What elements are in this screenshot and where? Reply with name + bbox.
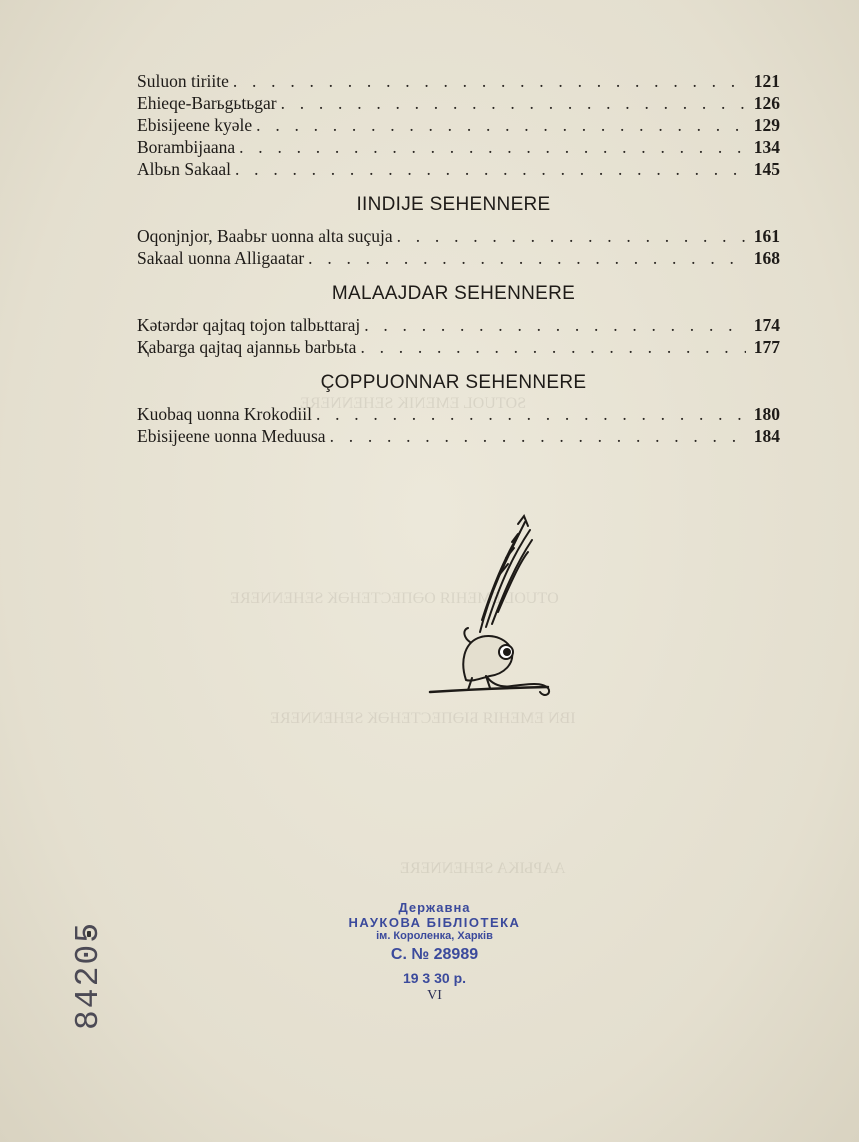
toc-entry[interactable]: Ehieqe-Barьgьtьgar . . . 126 xyxy=(137,92,780,114)
toc-entry[interactable]: Қabarga qajtaq ajannьь barbьta . . . 177 xyxy=(137,336,780,358)
toc-entry[interactable]: Albьn Sakaal . . . 145 xyxy=(137,158,780,180)
bleed-through-text: SOTUOL EMENIK SEHENNERE xyxy=(300,395,527,412)
bleed-through-text: IBN EMEHIЯ БІӘПЕСТЕНӘК SEHENNERE xyxy=(270,710,576,727)
lizard-illustration-icon xyxy=(420,512,560,712)
toc-entry[interactable]: Ebisijeene uonna Meduusa . . . 184 xyxy=(137,425,780,447)
toc-entry[interactable]: Suluon tiriite . . . 121 xyxy=(137,70,780,92)
section-heading: ÇOPPUONNAR SEHENNERE xyxy=(320,372,587,393)
toc-entry[interactable]: Oqonjnjor, Baabьr uonna alta suçuja . . . 161 xyxy=(137,225,780,247)
toc-entry[interactable]: Kuobaq uonna Krokodiil . . . 180 xyxy=(137,403,780,425)
table-of-contents xyxy=(137,70,780,447)
bleed-through-text: OTUOL EMEHIЯ OӘПЕСТЕНӘК SEHENNERE xyxy=(230,590,559,607)
bleed-through-text: AAPЫKA SEHENNERE xyxy=(400,860,566,877)
toc-entry[interactable]: Ebisijeene kyәle . . . 129 xyxy=(137,114,780,136)
toc-entry[interactable]: Borambijaana . . . 134 xyxy=(137,136,780,158)
inventory-number: 84205 xyxy=(70,920,107,1030)
library-stamp: Державна НАУКОВА БІБЛІОТЕКА ім. Короленка, Харків С. № 28989 19 3 30 р. VI xyxy=(348,900,521,1003)
section-heading: MALAAJDAR SEHENNERE xyxy=(331,283,576,304)
toc-entry[interactable]: Sakaal uonna Alligaatar . . . 168 xyxy=(137,247,780,269)
section-heading: IINDIJE SEHENNERE xyxy=(356,194,551,215)
toc-entry[interactable]: Kәtәrdәr qajtaq tojon talbьttaraj . . . 174 xyxy=(137,314,780,336)
